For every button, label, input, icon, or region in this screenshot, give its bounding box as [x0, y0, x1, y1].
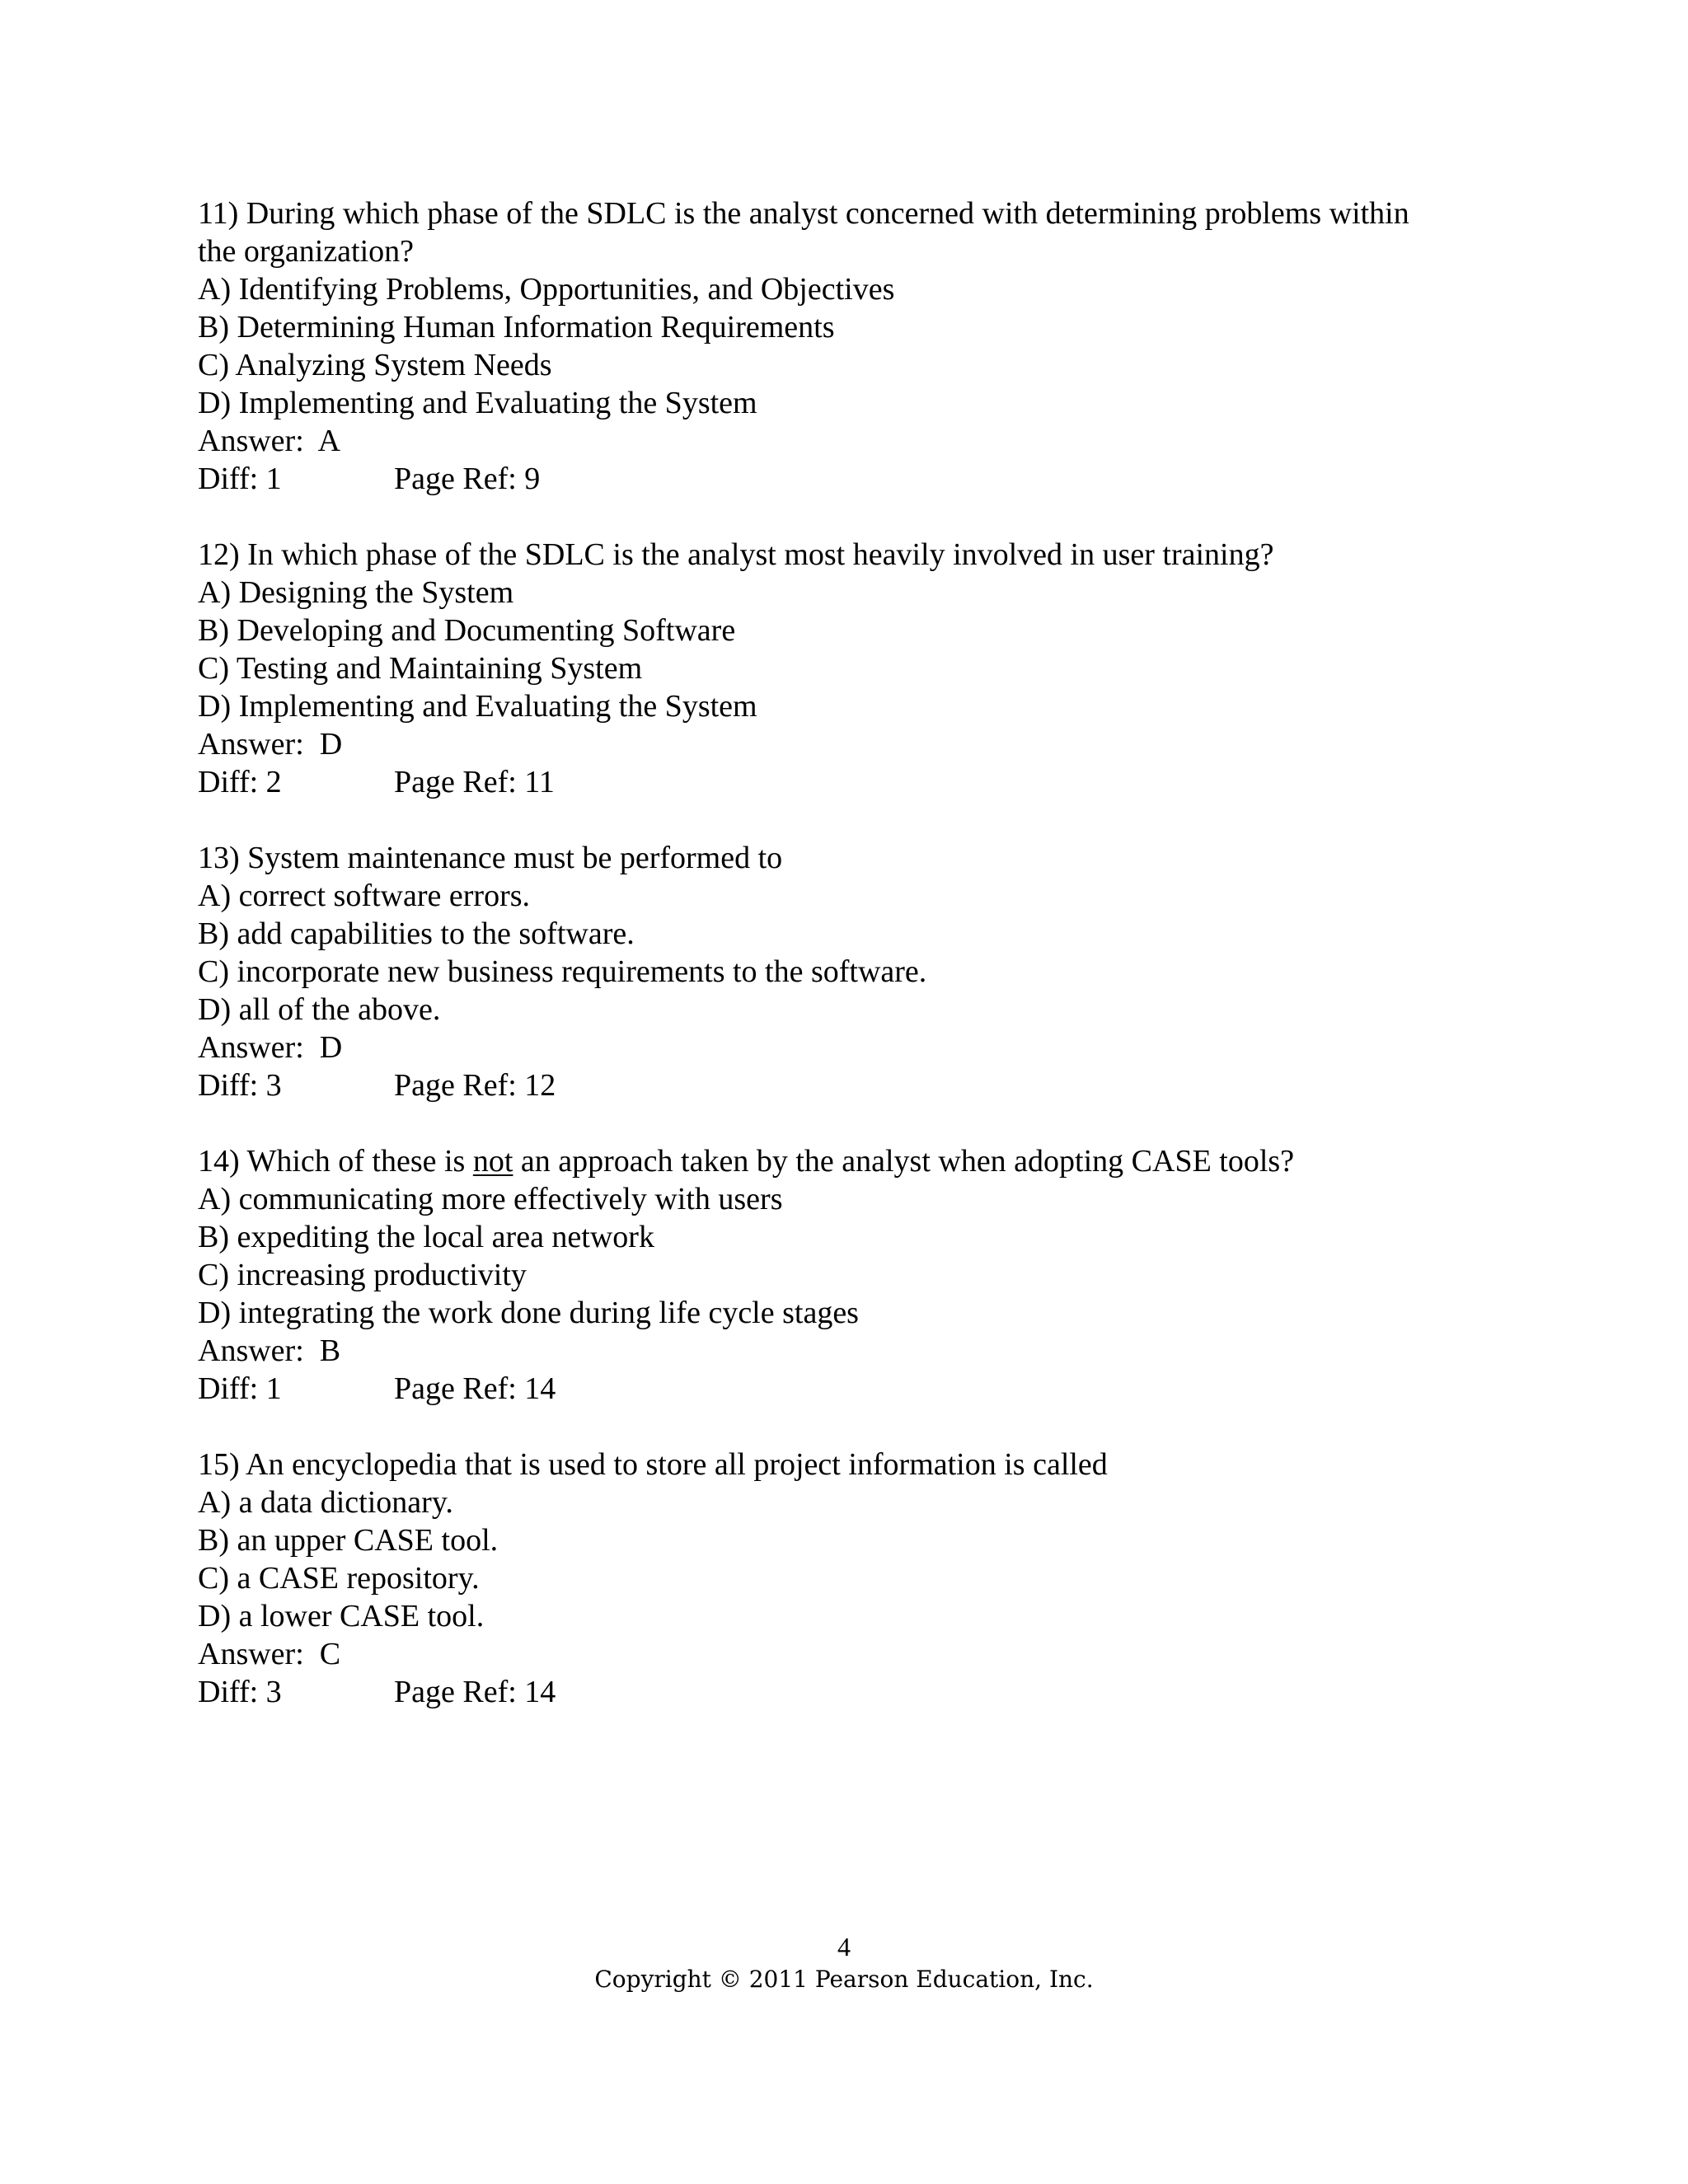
- question-15: [198, 1446, 1517, 1711]
- option-b: B) expediting the local area network: [198, 1220, 654, 1254]
- option-c: C) Analyzing System Needs: [198, 348, 552, 382]
- option-b: B) Developing and Documenting Software: [198, 613, 736, 648]
- option-a: A) correct software errors.: [198, 879, 531, 913]
- option-a: A) Designing the System: [198, 575, 514, 610]
- question-stem-end: an approach taken by the analyst when adopting CASE tools?: [513, 1144, 1295, 1179]
- page-ref: Page Ref: 14: [394, 1675, 556, 1709]
- difficulty: Diff: 3: [198, 1675, 282, 1709]
- question-stem: 13) System maintenance must be performed to: [198, 841, 783, 875]
- option-d: D) a lower CASE tool.: [198, 1599, 485, 1633]
- answer: Answer: A: [198, 424, 341, 458]
- question-stem: 12) In which phase of the SDLC is the analyst most heavily involved in user training?: [198, 537, 1274, 572]
- page-ref: Page Ref: 11: [394, 765, 555, 799]
- diff-page-ref: [198, 1066, 1517, 1104]
- option-a: A) a data dictionary.: [198, 1485, 453, 1520]
- copyright-notice: Copyright © 2011 Pearson Education, Inc.: [594, 1966, 1094, 1993]
- diff-page-ref: [198, 1370, 1517, 1408]
- option-b: B) Determining Human Information Requirements: [198, 310, 835, 344]
- question-list: [198, 194, 1517, 1749]
- answer: Answer: D: [198, 1030, 343, 1065]
- answer: Answer: C: [198, 1637, 341, 1671]
- page-ref: Page Ref: 12: [394, 1068, 556, 1103]
- option-c: C) increasing productivity: [198, 1258, 527, 1292]
- answer: Answer: D: [198, 727, 343, 762]
- option-c: C) incorporate new business requirements to the software.: [198, 954, 927, 989]
- option-d: D) Implementing and Evaluating the System: [198, 689, 757, 724]
- option-d: D) all of the above.: [198, 992, 441, 1027]
- page-number: 4: [837, 1932, 851, 1961]
- option-a: A) communicating more effectively with users: [198, 1182, 783, 1216]
- difficulty: Diff: 3: [198, 1068, 282, 1103]
- question-stem: 15) An encyclopedia that is used to store all project information is called: [198, 1447, 1108, 1482]
- diff-page-ref: [198, 1673, 1517, 1711]
- diff-page-ref: [198, 763, 1517, 801]
- option-a: A) Identifying Problems, Opportunities, and Objectives: [198, 272, 895, 307]
- page-ref: Page Ref: 9: [394, 462, 541, 496]
- answer: Answer: B: [198, 1333, 341, 1368]
- question-stem: [198, 1142, 1508, 1180]
- question-stem-start: 14) Which of these is: [198, 1144, 473, 1179]
- diff-page-ref: [198, 460, 1517, 498]
- question-stem: 11) During which phase of the SDLC is the analyst concerned with determining problems within: [198, 196, 1409, 231]
- difficulty: Diff: 2: [198, 765, 282, 799]
- difficulty: Diff: 1: [198, 1371, 282, 1406]
- question-stem-continued: the organization?: [198, 234, 415, 269]
- option-d: D) integrating the work done during life cycle stages: [198, 1296, 859, 1330]
- option-c: C) a CASE repository.: [198, 1561, 480, 1596]
- question-11: [198, 194, 1517, 498]
- question-12: [198, 536, 1517, 801]
- question-13: [198, 839, 1517, 1104]
- question-14: [198, 1142, 1517, 1408]
- question-stem-emphasis: not: [472, 1144, 513, 1179]
- page-ref: Page Ref: 14: [394, 1371, 556, 1406]
- option-c: C) Testing and Maintaining System: [198, 651, 643, 686]
- option-d: D) Implementing and Evaluating the System: [198, 386, 757, 420]
- difficulty: Diff: 1: [198, 462, 282, 496]
- option-b: B) add capabilities to the software.: [198, 916, 635, 951]
- option-b: B) an upper CASE tool.: [198, 1523, 499, 1558]
